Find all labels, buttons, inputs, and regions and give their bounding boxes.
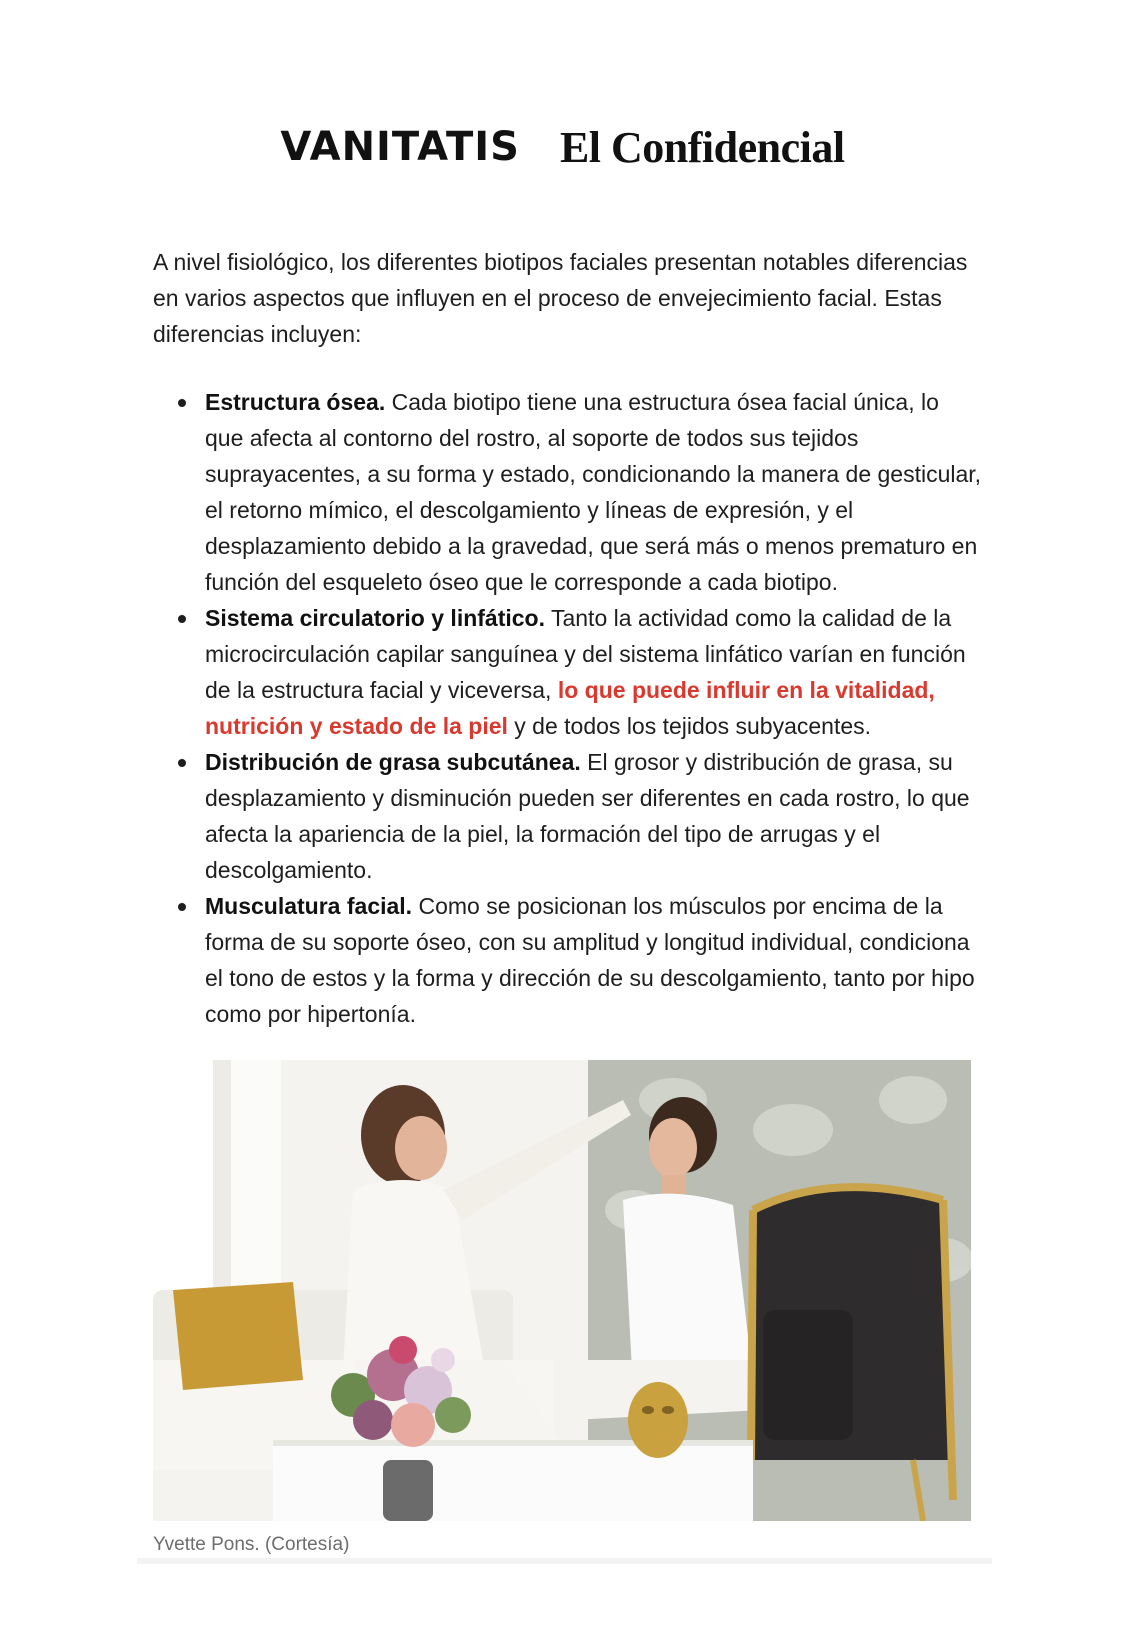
list-item-text: Como se posicionan los músculos por encima de la forma de su soporte óseo, con su amplitud y longitud individual, condiciona el tono de estos y la forma y dirección de su descolgamiento, tanto por hipo como por hipertonía. xyxy=(205,893,975,1027)
list-item-fat-distribution xyxy=(205,744,983,888)
masthead xyxy=(0,112,1125,182)
figure-backdrop xyxy=(137,1558,992,1564)
article-body xyxy=(153,244,983,1032)
list-item-bone-structure xyxy=(205,384,983,600)
list-item-text: El grosor y distribución de grasa, su desplazamiento y disminución pueden ser diferentes en cada rostro, lo que afecta la apariencia de la piel, la formación del tipo de arrugas y el descolgamiento. xyxy=(205,749,970,883)
article-figure xyxy=(153,1060,971,1557)
vanitatis-logo[interactable]: VANITATIS xyxy=(280,124,520,170)
intro-paragraph: A nivel fisiológico, los diferentes biotipos faciales presentan notables diferencias en varios aspectos que influyen en el proceso de envejecimiento facial. Estas diferencias incluyen: xyxy=(153,249,968,347)
article-photo xyxy=(153,1060,971,1521)
list-item-facial-muscles xyxy=(205,888,983,1032)
highlighted-link[interactable]: lo que puede influir en la vitalidad, nutrición y estado de la piel xyxy=(205,677,935,739)
photo-caption: Yvette Pons. (Cortesía) xyxy=(153,1534,350,1555)
list-item-term: Sistema circulatorio y linfático. xyxy=(205,605,545,631)
list-item-text: Cada biotipo tiene una estructura ósea facial única, lo que afecta al contorno del rostro, al soporte de todos sus tejidos suprayacentes, a su forma y estado, condicionando la manera de gesticular, el retorno mímico, el descolgamiento y líneas de expresión, y el desplazamiento debido a la gravedad, que será más o menos prematuro en función del esqueleto óseo que le corresponde a cada biotipo. xyxy=(205,389,982,595)
el-confidencial-logo[interactable]: El Confidencial xyxy=(559,122,845,172)
list-item-term: Musculatura facial. xyxy=(205,893,413,919)
list-item-term: Distribución de grasa subcutánea. xyxy=(205,749,581,775)
aging-factors-list xyxy=(153,384,983,1032)
list-item-text: y de todos los tejidos subyacentes. xyxy=(507,713,872,739)
list-item-text: Tanto la actividad como la calidad de la microcirculación capilar sanguínea y del sistema linfático varían en función de la estructura facial y viceversa, xyxy=(205,605,966,703)
list-item-term: Estructura ósea. xyxy=(205,389,386,415)
list-item-circulatory-system xyxy=(205,600,983,744)
